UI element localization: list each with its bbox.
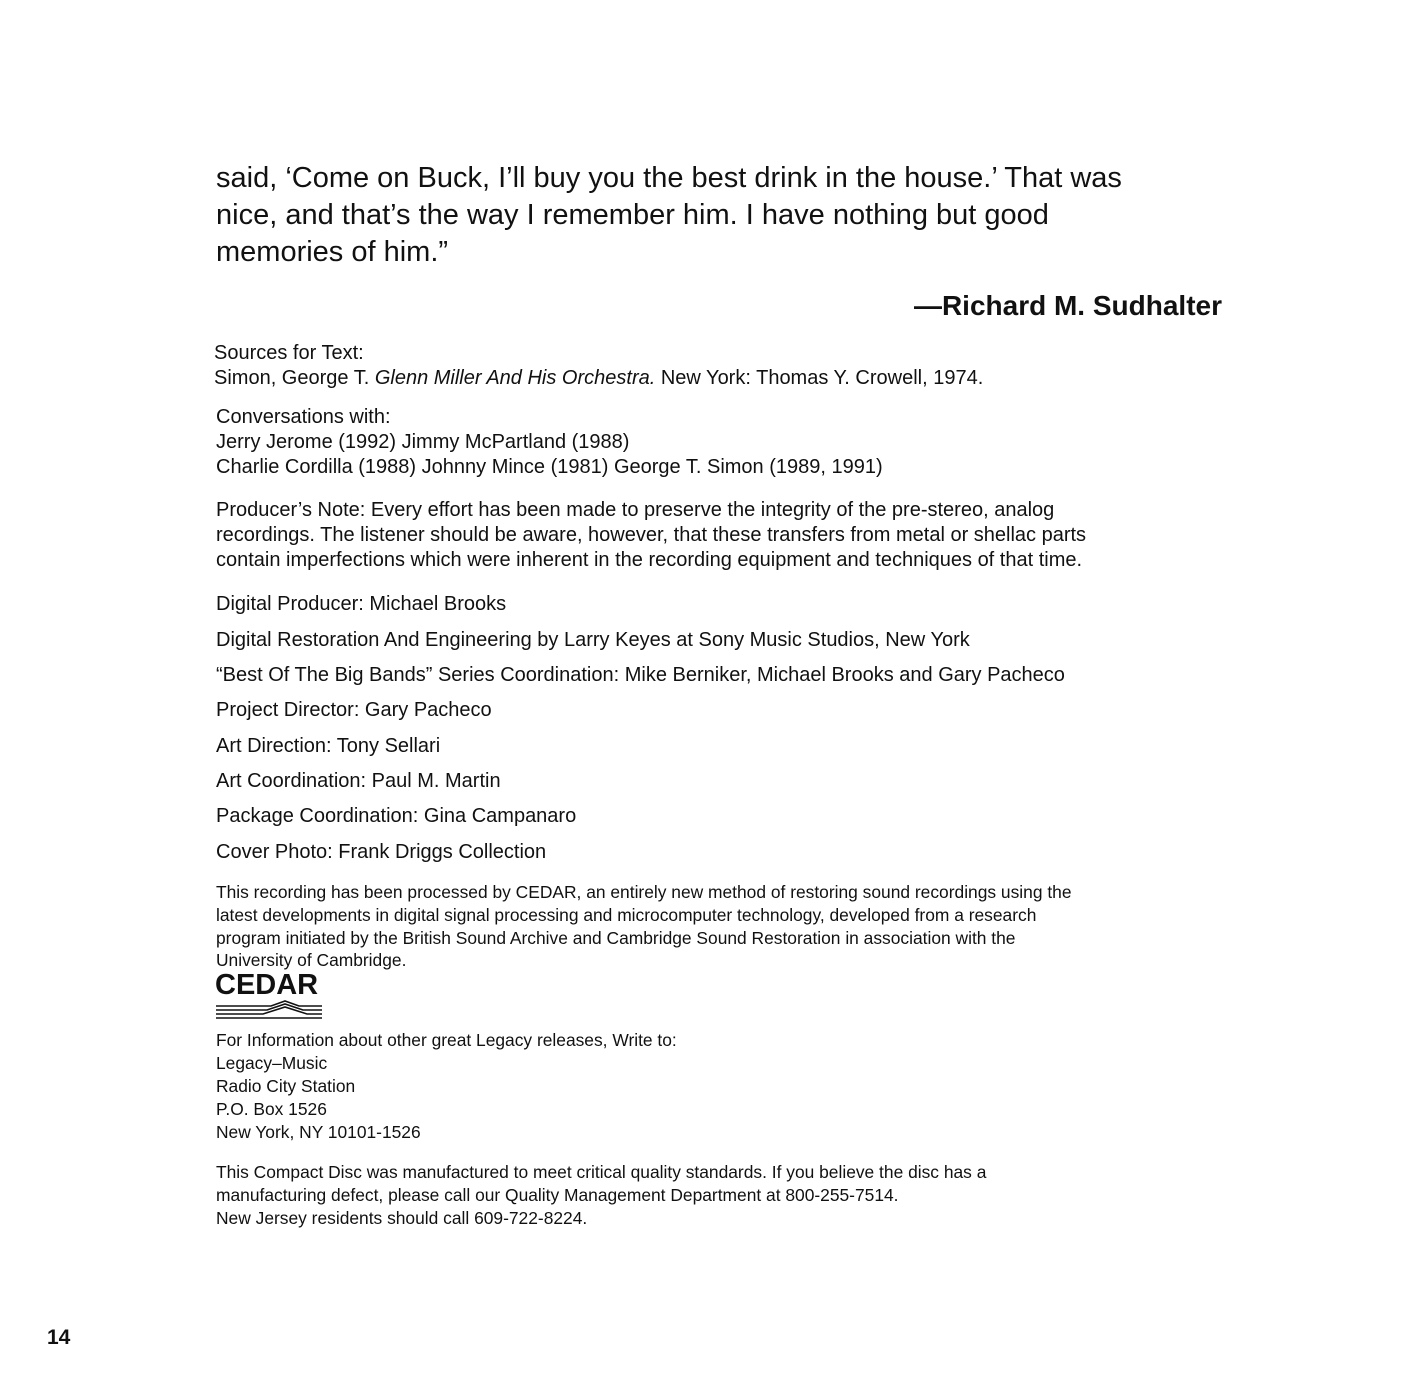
quote-line-2: nice, and that’s the way I remember him. I have nothing but good [216,199,1049,231]
legacy-station: Radio City Station [216,1076,356,1096]
legacy-po-box: P.O. Box 1526 [216,1099,327,1119]
quote-line-3: memories of him.” [216,236,449,268]
quality-line-3: New Jersey residents should call 609-722-8224. [216,1208,588,1228]
credit-art-direction: Art Direction: Tony Sellari [216,735,441,757]
legacy-info-line: For Information about other great Legacy releases, Write to: [216,1030,677,1050]
conversations-line-1: Jerry Jerome (1992) Jimmy McPartland (1988) [216,431,630,453]
cedar-note-line-4: University of Cambridge. [216,950,407,970]
quote-line-1: said, ‘Come on Buck, I’ll buy you the best drink in the house.’ That was [216,162,1122,194]
producer-note-line-1: Producer’s Note: Every effort has been made to preserve the integrity of the pre-stereo, analog [216,499,1055,521]
citation-author: Simon, George T. [214,367,375,389]
cedar-logo [215,970,325,1026]
producer-note-line-2: recordings. The listener should be aware, however, that these transfers from metal or shellac parts [216,524,1087,546]
credit-restoration: Digital Restoration And Engineering by Larry Keyes at Sony Music Studios, New York [216,629,970,651]
producer-note-line-3: contain imperfections which were inherent in the recording equipment and techniques of that time. [216,549,1083,571]
cedar-note-line-2: latest developments in digital signal processing and microcomputer technology, developed from a research [216,905,1037,925]
credit-cover-photo: Cover Photo: Frank Driggs Collection [216,841,547,863]
conversations-line-2: Charlie Cordilla (1988) Johnny Mince (1981) George T. Simon (1989, 1991) [216,456,883,478]
credit-project-director: Project Director: Gary Pacheco [216,699,492,721]
citation-title: Glenn Miller And His Orchestra. [374,367,656,389]
sources-heading: Sources for Text: [214,342,364,364]
quality-line-1: This Compact Disc was manufactured to meet critical quality standards. If you believe the disc has a [216,1162,987,1182]
credit-art-coordination: Art Coordination: Paul M. Martin [216,770,501,792]
credit-package-coordination: Package Coordination: Gina Campanaro [216,805,577,827]
credit-series-coordination: “Best Of The Big Bands” Series Coordination: Mike Berniker, Michael Brooks and Gary Pacheco [216,664,1065,686]
legacy-name: Legacy–Music [216,1053,328,1073]
credit-digital-producer: Digital Producer: Michael Brooks [216,593,507,615]
conversations-heading: Conversations with: [216,406,391,428]
page-number: 14 [47,1326,71,1349]
cedar-logo-wave-icon [215,1000,325,1024]
cedar-logo-text: CEDAR [215,969,319,1001]
cedar-note-line-1: This recording has been processed by CEDAR, an entirely new method of restoring sound recordings using the [216,882,1072,902]
citation-publisher: New York: Thomas Y. Crowell, 1974. [655,367,984,389]
cedar-note-line-3: program initiated by the British Sound Archive and Cambridge Sound Restoration in association with the [216,928,1016,948]
quote-byline: —Richard M. Sudhalter [913,290,1222,321]
quality-line-2: manufacturing defect, please call our Quality Management Department at 800-255-7514. [216,1185,899,1205]
sources-citation [214,366,983,391]
legacy-city: New York, NY 10101-1526 [216,1122,421,1142]
